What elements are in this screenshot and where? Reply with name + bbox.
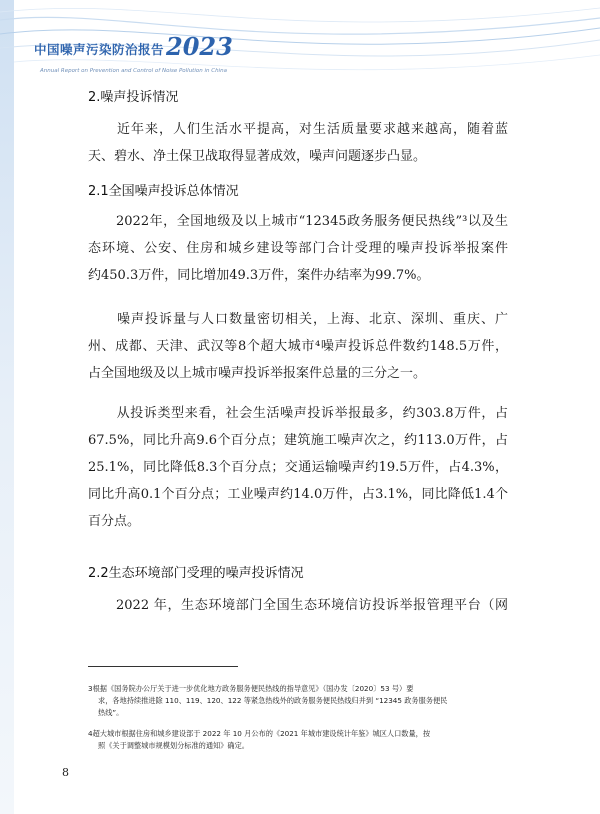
section-heading-2: 2.噪声投诉情况 — [88, 90, 179, 105]
paragraph-intro — [88, 116, 508, 170]
text-line: 近年来，人们生活水平提高，对生活质量要求越来越高，随着蓝 — [116, 122, 508, 137]
text-line: 天、碧水、净土保卫战取得显著成效，噪声问题逐步凸显。 — [88, 149, 427, 164]
footnote-3 — [88, 683, 508, 719]
footnote-line: 照《关于调整城市规模划分标准的通知》确定。 — [98, 741, 249, 750]
footnote-line: 3根据《国务院办公厅关于进一步优化地方政务服务便民热线的指导意见》（国办发〔2020〕53 号）要 — [88, 684, 414, 693]
text-line: 约450.3万件，同比增加49.3万件，案件办结率为99.7%。 — [88, 268, 430, 283]
text-line: 2022年，全国地级及以上城市“12345政务服务便民热线”³以及生 — [116, 214, 508, 229]
section-heading-2-2: 2.2生态环境部门受理的噪声投诉情况 — [88, 566, 304, 581]
footnote-divider — [88, 666, 238, 667]
text-line: 同比升高0.1个百分点；工业噪声约14.0万件，占3.1%，同比降低1.4个 — [88, 487, 508, 502]
report-subtitle: Annual Report on Prevention and Control of Noise Pollution in China — [40, 68, 227, 74]
text-line: 从投诉类型来看，社会生活噪声投诉举报最多，约303.8万件，占 — [116, 406, 508, 421]
paragraph-2 — [88, 306, 508, 387]
footnote-line: 热线”。 — [98, 708, 124, 717]
text-line: 州、成都、天津、武汉等8个超大城市⁴噪声投诉总件数约148.5万件， — [88, 339, 508, 354]
page-number: 8 — [62, 766, 69, 779]
text-line: 67.5%，同比升高9.6个百分点；建筑施工噪声次之，约113.0万件，占 — [88, 433, 508, 448]
paragraph-3 — [88, 400, 508, 535]
footnote-line: 求，各地持续推进除 110、119、120、122 等紧急热线外的政务服务便民热线归并到 “12345 政务服务便民 — [98, 696, 448, 705]
paragraph-4 — [88, 592, 508, 619]
text-line: 占全国地级及以上城市噪声投诉举报案件总量的三分之一。 — [88, 366, 427, 381]
text-line: 25.1%，同比降低8.3个百分点；交通运输噪声约19.5万件，占4.3%， — [88, 460, 508, 475]
report-title: 中国噪声污染防治报告 — [34, 42, 165, 57]
text-line: 百分点。 — [88, 514, 141, 529]
section-heading-2-1: 2.1全国噪声投诉总体情况 — [88, 184, 239, 199]
report-year: 2023 — [166, 32, 233, 61]
left-decorative-band — [0, 0, 14, 814]
text-line: 噪声投诉量与人口数量密切相关，上海、北京、深圳、重庆、广 — [116, 312, 508, 327]
text-line: 2022 年，生态环境部门全国生态环境信访投诉举报管理平台（网 — [116, 598, 508, 613]
text-line: 态环境、公安、住房和城乡建设等部门合计受理的噪声投诉举报案件 — [88, 241, 508, 256]
footnote-4 — [88, 728, 508, 752]
paragraph-1 — [88, 208, 508, 289]
footnote-line: 4超大城市根据住房和城乡建设部于 2022 年 10 月公布的《2021 年城市建设统计年鉴》城区人口数量，按 — [88, 729, 431, 738]
